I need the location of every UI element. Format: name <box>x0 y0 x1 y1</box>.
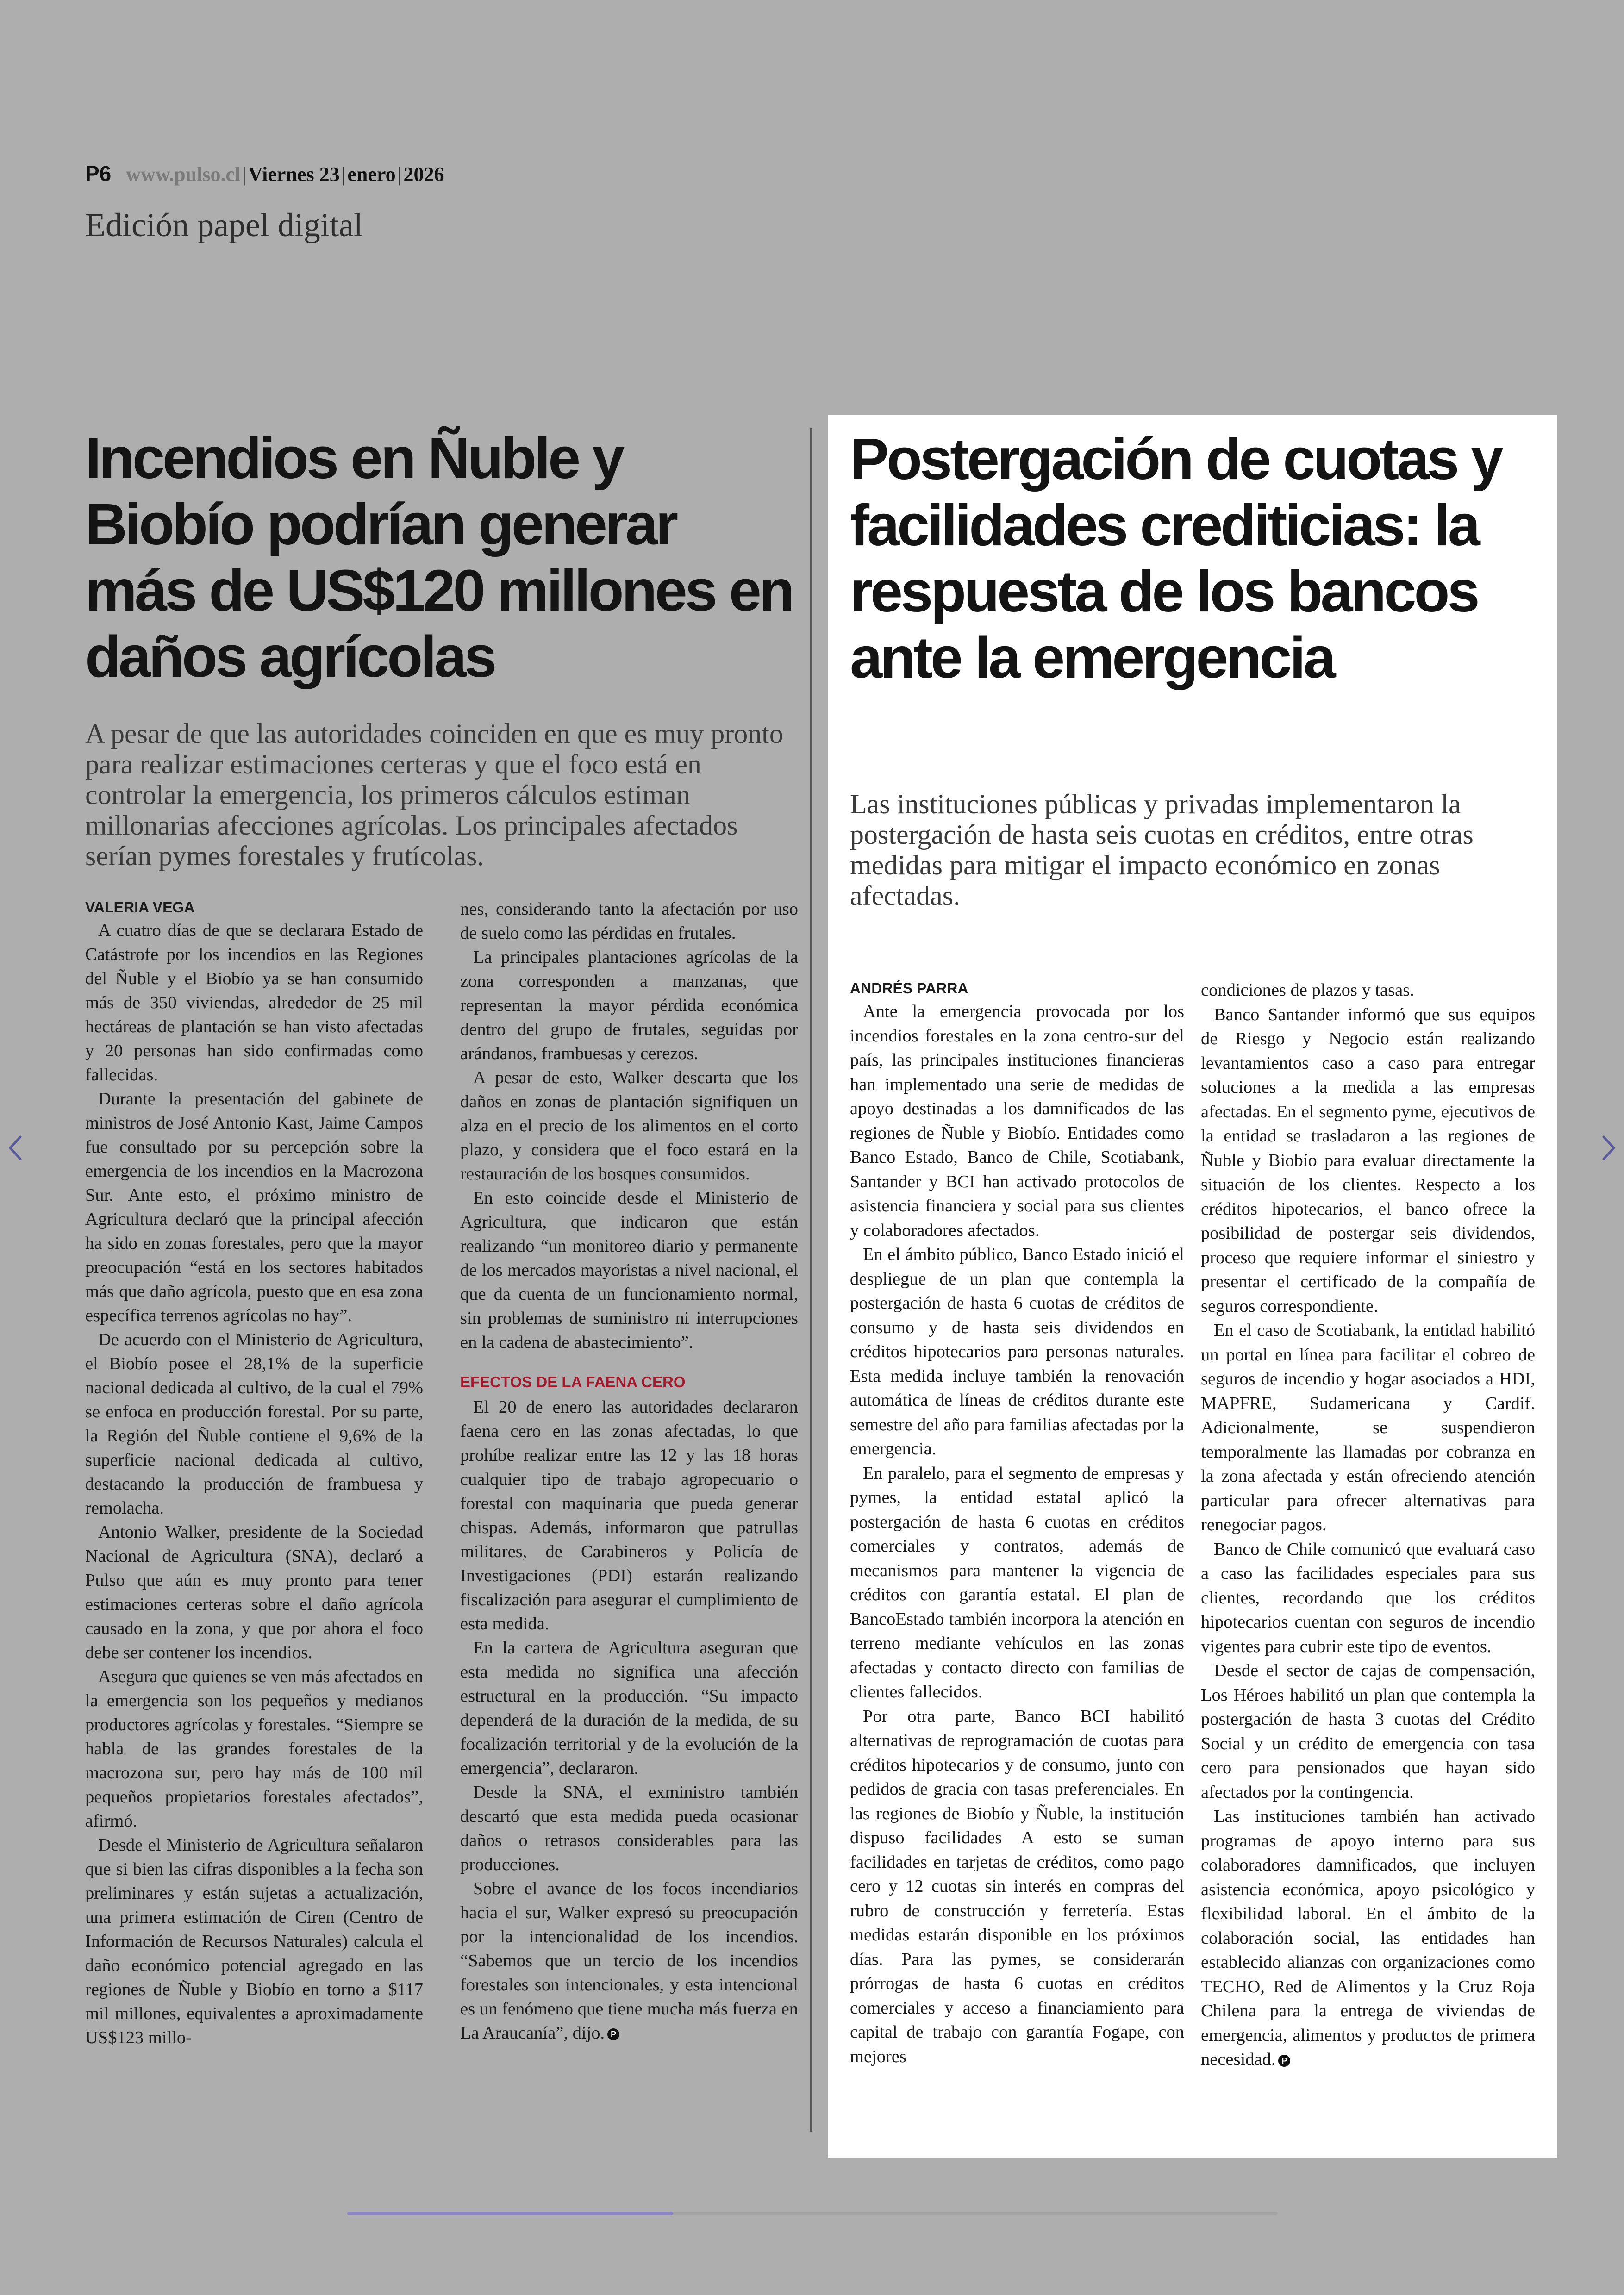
article-left-column-2 <box>460 897 798 2050</box>
page-header: P6 www.pulso.cl|Viernes 23|enero|2026 <box>85 162 444 186</box>
end-mark-icon: P <box>607 2028 619 2040</box>
article-left-subhead: EFECTOS DE LA FAENA CERO <box>460 1373 686 1391</box>
paragraph: En paralelo, para el segmento de empresas y pymes, la entidad estatal aplicó la postergación de hasta 6 cuotas en créditos comerciales y contratos, además de mecanismos para mantener la vigencia de créditos con garantía estatal. El plan de BancoEstado también incorpora la atención en terreno mediante vehículos en las zonas afectadas y contacto directo con familias de clientes fallecidos. <box>850 1463 1184 1702</box>
article-left-dek: A pesar de que las autoridades coinciden en que es muy pronto para realizar estimaciones certeras y que el foco está en controlar la emergencia, los primeros cálculos estiman millonarias afecciones agrícolas. Los principales afectados serían pymes forestales y frutícolas. <box>85 718 783 871</box>
paragraph: En el ámbito público, Banco Estado inició el despliegue de un plan que contempla la postergación de hasta 6 cuotas de créditos de consumo y de hasta seis dividendos en créditos hipotecarios para personas naturales. Esta medida incluye también la renovación automática de líneas de créditos durante este semestre del año para familias afectadas por la emergencia. <box>850 1245 1184 1459</box>
paragraph: condiciones de plazos y tasas. <box>1201 980 1414 1000</box>
article-right-headline: Postergación de cuotas y facilidades crediticias: la respuesta de los bancos ante la emergencia <box>850 426 1501 690</box>
next-page-button[interactable] <box>1599 1133 1618 1163</box>
article-left-headline: Incendios en Ñuble y Biobío podrían generar más de US$120 millones en daños agrícolas <box>85 425 793 689</box>
paragraph: Desde el sector de cajas de compensación, Los Héroes habilitó un plan que contempla la postergación de hasta 3 cuotas del Crédito Social y un crédito de emergencia con tasa cero para pensionados que hayan sido afectados por la contingencia. <box>1201 1661 1535 1802</box>
paragraph: nes, considerando tanto la afectación por uso de suelo como las pérdidas en frutales. <box>460 899 798 943</box>
column-divider <box>810 428 812 2132</box>
article-left-byline: VALERIA VEGA <box>85 899 195 916</box>
paragraph: Ante la emergencia provocada por los incendios forestales en la zona centro-sur del país, las principales instituciones financieras han implementado una serie de medidas de apoyo destinadas a los damnificados de las regiones de Ñuble y Biobío. Entidades como Banco Estado, Banco de Chile, Scotiabank, Santander y BCI han activado protocolos de asistencia financiera y social para sus clientes y colaboradores afectados. <box>850 1002 1184 1240</box>
prev-page-button[interactable] <box>6 1133 25 1163</box>
paragraph: Asegura que quienes se ven más afectados en la emergencia son los pequeños y medianos productores agrícolas y forestales. “Siempre se habla de las grandes forestales de la macrozona sur, pero hay más de 100 mil pequeños propietarios forestales afectados”, afirmó. <box>85 1667 423 1831</box>
chevron-left-icon <box>6 1133 25 1163</box>
paragraph: Antonio Walker, presidente de la Sociedad Nacional de Agricultura (SNA), declaró a Pulso que aún es muy pronto para tener estimaciones certeras sobre el daño agrícola causado en la zona, y que por ahora el foco debe ser contener los incendios. <box>85 1522 423 1662</box>
paragraph: Desde el Ministerio de Agricultura señalaron que si bien las cifras disponibles a la fecha son preliminares y están sujetas a actualización, una primera estimación de Ciren (Centro de Información de Recursos Naturales) calcula el daño económico potencial agregado en las regiones de Ñuble y Biobío en torno a $117 mil millones, equivalentes a aproximadamente US$123 millo- <box>85 1835 423 2047</box>
article-right-column-1 <box>850 978 1184 2072</box>
date-month: enero <box>347 163 396 186</box>
date-year: 2026 <box>403 163 444 186</box>
chevron-right-icon <box>1599 1133 1618 1163</box>
paragraph: El 20 de enero las autoridades declararon faena cero en las zonas afectadas, lo que prohíbe realizar entre las 12 y las 18 horas cualquier tipo de trabajo agropecuario o forestal con maquinaria que pueda generar chispas. Además, informaron que patrullas militares, de Carabineros y Policía de Investigaciones (PDI) estarán realizando fiscalización para asegurar el cumplimiento de esta medida. <box>460 1397 798 1634</box>
paragraph: En el caso de Scotiabank, la entidad habilitó un portal en línea para facilitar el cobreo de seguros de incendio y hogar asociados a HDI, MAPFRE, Sudamericana y Cardif. Adicionalmente, se suspendieron temporalmente las llamadas por cobranza en la zona afectada y están ofreciendo atención particular para ofrecer alternativas para renegociar pagos. <box>1201 1321 1535 1534</box>
article-left <box>85 425 798 2050</box>
paragraph: Banco Santander informó que sus equipos de Riesgo y Negocio están realizando levantamientos caso a caso para entregar soluciones a la medida a las empresas afectadas. En el segmento pyme, ejecutivos de la entidad se trasladaron a las regiones de Ñuble y Biobío para evaluar directamente la situación de los clientes. Respecto a los créditos hipotecarios, el banco ofrece la posibilidad de postergar seis dividendos, proceso que requiere informar el siniestro y presentar el certificado de la compañía de seguros correspondiente. <box>1201 1004 1535 1316</box>
paragraph-text: Sobre el avance de los focos incendiarios hacia el sur, Walker expresó su preocupación por la intencionalidad de los incendios. “Sabemos que un tercio de los incendios forestales son intencionales, y esta intencional es un fenómeno que tiene mucha más fuerza en La Araucanía”, dijo. <box>460 1879 798 2043</box>
paragraph: En la cartera de Agricultura aseguran que esta medida no significa una afección estructural en la producción. “Su impacto dependerá de la duración de la medida, de su focalización territorial y de la evolución de la emergencia”, declararon. <box>460 1638 798 1778</box>
reading-progress-bar[interactable] <box>347 2212 1278 2215</box>
article-right <box>828 415 1557 2158</box>
article-right-byline: ANDRÉS PARRA <box>850 980 968 997</box>
paragraph: Desde la SNA, el exministro también descartó que esta medida pueda ocasionar daños o retrasos considerables para las producciones. <box>460 1783 798 1874</box>
edition-label: Edición papel digital <box>85 206 363 243</box>
article-right-dek: Las instituciones públicas y privadas implementaron la postergación de hasta seis cuotas en créditos, entre otras medidas para mitigar el impacto económico en zonas afectadas. <box>850 789 1474 911</box>
paragraph: La principales plantaciones agrícolas de la zona corresponden a manzanas, que representan la mayor pérdida económica dentro del grupo de frutales, seguidas por arándanos, frambuesas y cerezos. <box>460 948 798 1063</box>
reading-progress-fill <box>347 2212 673 2215</box>
article-right-column-2 <box>1201 978 1535 2072</box>
date-day: Viernes 23 <box>248 163 340 186</box>
article-left-column-1 <box>85 897 423 2050</box>
paragraph: A cuatro días de que se declarara Estado de Catástrofe por los incendios en las Regiones del Ñuble y el Biobío ya se han consumido más de 350 viviendas, alrededor de 25 mil hectáreas de plantación se han visto afectadas y 20 personas han sido confirmadas como fallecidas. <box>85 921 423 1085</box>
site-url: www.pulso.cl <box>126 163 241 186</box>
paragraph: A pesar de esto, Walker descarta que los daños en zonas de plantación signifiquen un alza en el precio de los alimentos en el corto plazo, y considera que el foco estará en la restauración de los bosques consumidos. <box>460 1068 798 1184</box>
paragraph: Banco de Chile comunicó que evaluará caso a caso las facilidades especiales para sus clientes, recordando que los créditos hipotecarios cuentan con seguros de incendio vigentes para cubrir este tipo de eventos. <box>1201 1539 1535 1656</box>
paragraph-text: Las instituciones también han activado programas de apoyo interno para sus colaboradores damnificados, que incluyen asistencia económica, apoyo psicológico y flexibilidad laboral. En el ámbito de la colaboración social, las entidades han establecido alianzas con organizaciones como TECHO, Red de Alimentos y la Cruz Roja Chilena para la entrega de viviendas de emergencia, alimentos y productos de primera necesidad. <box>1201 1807 1535 2069</box>
end-mark-icon: P <box>1278 2055 1290 2067</box>
paragraph <box>1201 1804 1535 2072</box>
paragraph: De acuerdo con el Ministerio de Agricultura, el Biobío posee el 28,1% de la superficie nacional dedicada al cultivo, de la cual el 79% se enfoca en producción forestal. Por su parte, la Región del Ñuble contiene el 9,6% de la superficie nacional dedicada al cultivo, destacando la producción de frambuesa y remolacha. <box>85 1330 423 1518</box>
paragraph: Durante la presentación del gabinete de ministros de José Antonio Kast, Jaime Campos fue consultado por su percepción sobre la emergencia de los incendios en la Macrozona Sur. Ante esto, el próximo ministro de Agricultura declaró que la principal afección ha sido en zonas forestales, pero que la mayor preocupación “está en los sectores habitados más que daño agrícola, puesto que en esa zona específica terrenos agrícolas no hay”. <box>85 1089 423 1325</box>
page-number: P6 <box>85 162 112 186</box>
paragraph <box>460 1877 798 2045</box>
paragraph: En esto coincide desde el Ministerio de Agricultura, que indicaron que están realizando “un monitoreo diario y permanente de los mercados mayoristas a nivel nacional, el que da cuenta de un funcionamiento normal, sin problemas de suministro ni interrupciones en la cadena de abastecimiento”. <box>460 1188 798 1352</box>
paragraph: Por otra parte, Banco BCI habilitó alternativas de reprogramación de cuotas para créditos hipotecarios y de consumo, junto con pedidos de gracia con tasas preferenciales. En las regiones de Biobío y Ñuble, la institución dispuso facilidades A esto se suman facilidades en tarjetas de créditos, como pago cero y 12 cuotas sin interés en compras del rubro de construcción y ferretería. Estas medidas estarán disponible en los próximos días. Para las pymes, se considerarán prórrogas de hasta 6 cuotas en créditos comerciales y acceso a financiamiento para capital de trabajo con garantía Fogape, con mejores <box>850 1706 1184 2066</box>
